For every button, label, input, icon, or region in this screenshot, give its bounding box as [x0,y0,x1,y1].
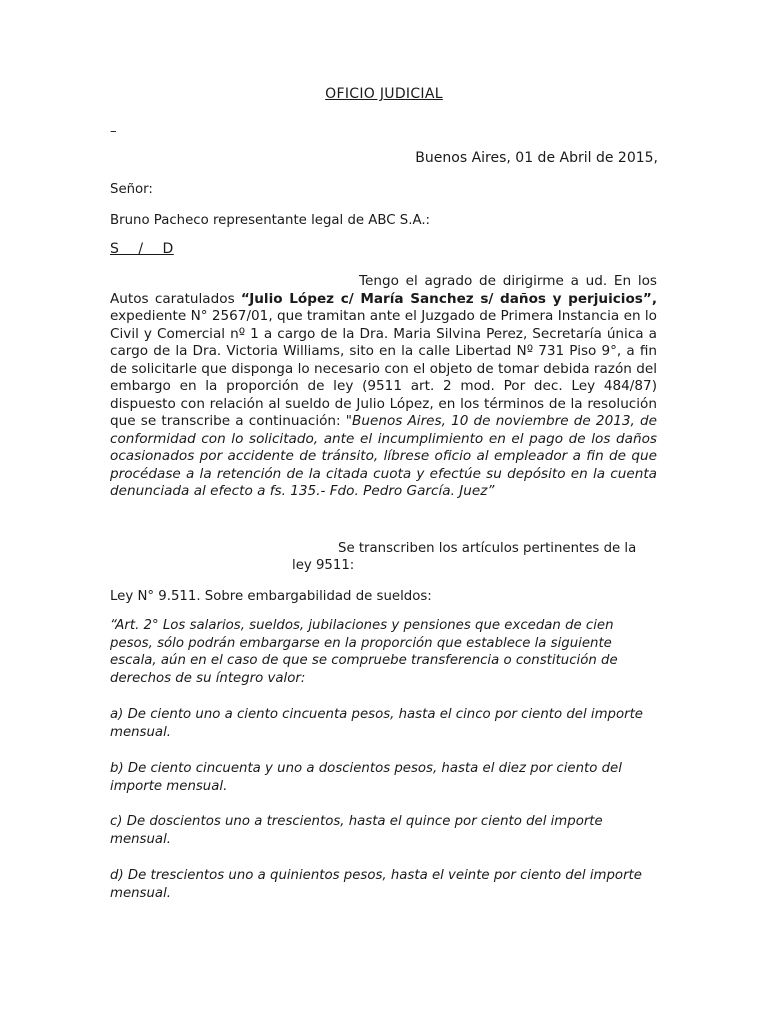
document-title: OFICIO JUDICIAL [325,86,443,102]
body-paragraph [110,273,657,501]
salutation: Señor: [110,182,153,197]
resolution-quote: Buenos Aires, 10 de noviembre de 2013, de conformidad con lo solicitado, ante el incumplimiento en el pago de los daños ocasionados por accidente de tránsito, líbrese oficio al empleador a fin de que procédase a la retención de la citada cuota y efectúe su depósito en la cuenta denunciada al efecto a fs. 135.- Fdo. Pedro García. Juez” [110,413,657,499]
body-middle: expediente N° 2567/01, que tramitan ante el Juzgado de Primera Instancia en lo Civil y Comercial nº 1 a cargo de la Dra. Maria Silvina Perez, Secretaría única a cargo de la Dra. Victoria Williams, sito en la calle Libertad Nº 731 Piso 9°, a fin de solicitarle que disponga lo necesario con el objeto de tomar debida razón del embargo en la proporción de ley (9511 art. 2 mod. Por dec. Ley 484/87) dispuesto con relación al sueldo de Julio López, en los términos de la resolución que se transcribe a continuación: " [110,308,657,429]
addressee: Bruno Pacheco representante legal de ABC S.A.: [110,213,431,228]
sd-mark: S / D [110,241,174,257]
transcriben-line-end: ley 9511: [292,558,355,573]
ley-heading: Ley N° 9.511. Sobre embargabilidad de sueldos: [110,589,432,604]
date-line: Buenos Aires, 01 de Abril de 2015, [415,150,658,166]
transcriben-line: Se transcriben los artículos pertinentes de la [338,541,637,556]
scale-item-b: b) De ciento cincuenta y uno a doscientos pesos, hasta el diez por ciento del importe mensual. [110,761,622,794]
case-title: “Julio López c/ María Sanchez s/ daños y perjuicios”, [240,290,657,307]
scale-item-a: a) De ciento uno a ciento cincuenta pesos, hasta el cinco por ciento del importe mensual. [110,707,643,740]
dash-mark: – [110,124,117,139]
body-intro: Tengo el agrado de dirigirme a ud. En los Autos caratulados [110,273,657,307]
scale-item-c: c) De doscientos uno a trescientos, hasta el quince por ciento del importe mensual. [110,814,603,847]
article-2: “Art. 2° Los salarios, sueldos, jubilaciones y pensiones que excedan de cien pesos, sólo podrán embargarse en la proporción que establece la siguiente escala, aún en el caso de que se compruebe transferencia o constitución de derechos de su íntegro valor: [110,618,618,686]
scale-item-d: d) De trescientos uno a quinientos pesos, hasta el veinte por ciento del importe mensual. [110,868,642,901]
